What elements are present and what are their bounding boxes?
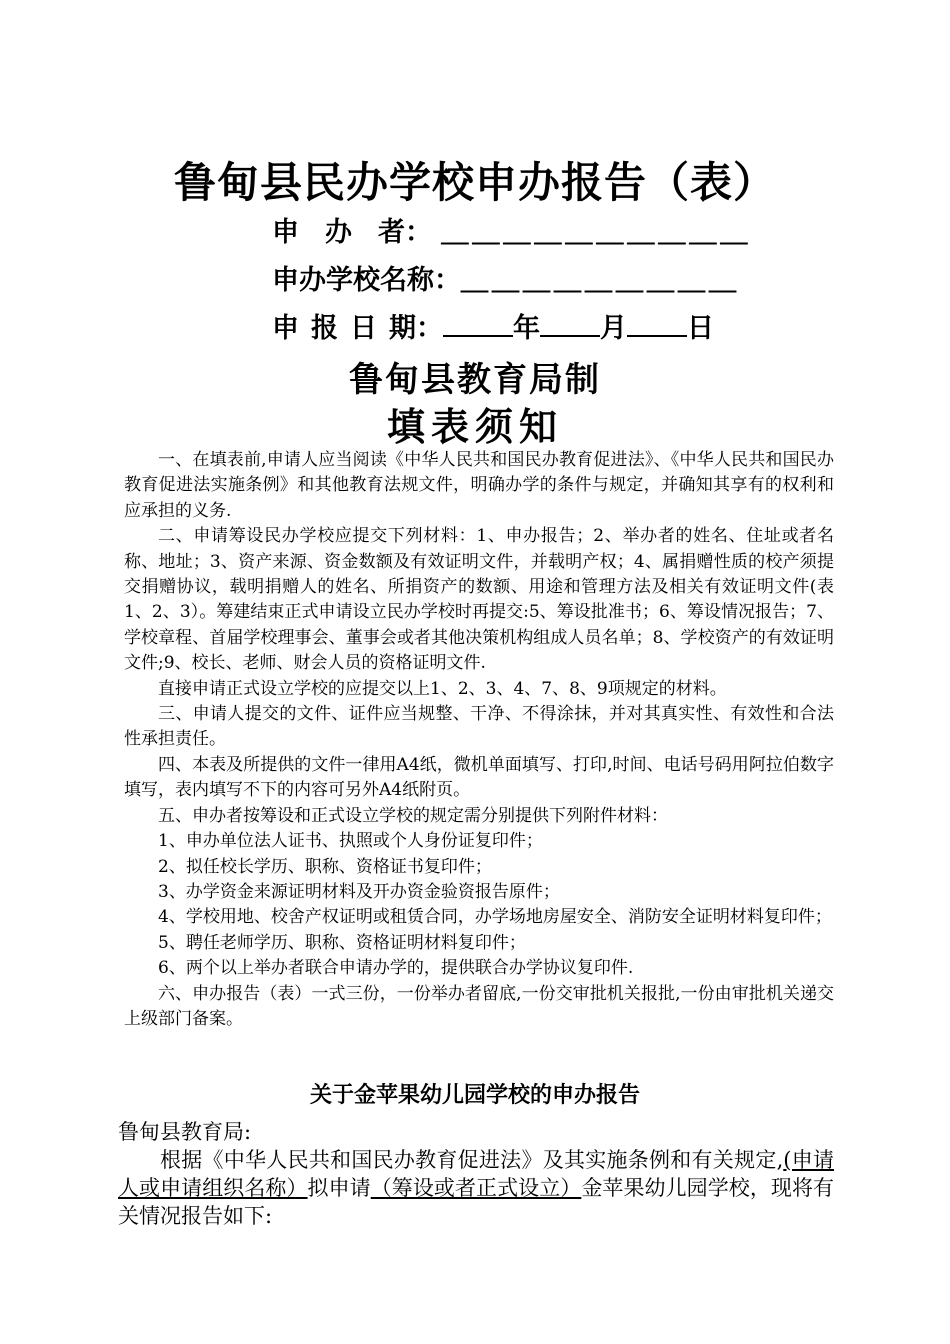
report-date-field	[272, 306, 714, 345]
month-label: 月	[600, 313, 627, 344]
document-title: 鲁甸县民办学校申办报告（表）	[173, 158, 776, 207]
report-paragraph	[118, 1146, 834, 1230]
school-name-field	[272, 258, 740, 297]
school-name-label: 申办学校名称：	[272, 265, 461, 296]
notice-list-item: 1、申办单位法人证书、执照或个人身份证复印件；	[158, 831, 543, 852]
notice-list-item: 4、学校用地、校舍产权证明或租赁合同，办学场地房屋安全、消防安全证明材料复印件；	[158, 907, 832, 928]
year-blank[interactable]	[443, 311, 513, 337]
notice-title: 填表须知	[386, 404, 563, 449]
notice-paragraph: 直接申请正式设立学校的应提交以上1、2、3、4、7、8、9项规定的材料。	[158, 678, 727, 699]
applicant-colon: ：	[405, 217, 432, 248]
report-text: 拟申请	[307, 1176, 371, 1200]
school-name-blank[interactable]: ＿＿＿＿＿＿＿＿＿	[461, 265, 740, 296]
day-label: 日	[687, 313, 714, 344]
applicant-blank[interactable]: ＿＿＿＿＿＿＿＿＿＿	[441, 217, 752, 248]
day-blank[interactable]	[627, 311, 687, 337]
report-date-colon: ：	[416, 313, 443, 344]
notice-list-item: 3、办学资金来源证明材料及开办资金验资报告原件；	[158, 881, 560, 902]
notice-paragraph: 五、申办者按筹设和正式设立学校的规定需分别提供下列附件材料：	[158, 805, 668, 826]
notice-paragraph: 二、申请筹设民办学校应提交下列材料：1、申办报告；2、举办者的姓名、住址或者名称、地址；3、资产来源、资金数额及有效证明文件，并载明产权；4、属捐赠性质的校产须提交捐赠协议，载明捐赠人的姓名、所捐资产的数额、用途和管理方法及相关有效证明文件(表1、2、3）。筹建结束正式申请设立民办学校时再提交:5、筹设批准书；6、筹设情况报告；7、学校章程、首届学校理事会、董事会或者其他决策机构组成人员名单；8、学校资产的有效证明文件;9、校长、老师、财会人员的资格证明文件.	[124, 526, 834, 674]
report-date-label: 申报日期	[272, 313, 416, 344]
notice-list-item: 2、拟任校长学历、职称、资格证书复印件；	[158, 856, 492, 877]
report-salutation: 鲁甸县教育局:	[118, 1120, 252, 1144]
notice-body	[124, 448, 834, 1032]
notice-paragraph: 六、申办报告（表）一式三份，一份举办者留底,一份交审批机关报批,一份由审批机关递交上级部门备案。	[124, 983, 834, 1029]
applicant-name-blank[interactable]: (申请人或申请组织名称）	[118, 1148, 834, 1200]
establish-type-blank[interactable]: （筹设或者正式设立）	[370, 1176, 582, 1200]
notice-list-item: 6、两个以上举办者联合申请办学的，提供联合办学协议复印件.	[158, 958, 634, 979]
report-text: 金苹果幼儿园学校，现将有关情况报告如下:	[118, 1176, 835, 1228]
applicant-label: 申办者	[272, 217, 405, 248]
report-body	[118, 1118, 834, 1230]
notice-paragraph: 四、本表及所提供的文件一律用A4纸，微机单面填写、打印,时间、电话号码用阿拉伯数字填写，表内填写不下的内容可另外A4纸附页。	[124, 754, 834, 801]
issuer-line: 鲁甸县教育局制	[349, 360, 601, 400]
month-blank[interactable]	[540, 311, 600, 337]
notice-paragraph: 三、申请人提交的文件、证件应当规整、干净、不得涂抹，并对其真实性、有效性和合法性承担责任。	[124, 704, 834, 750]
notice-list-item: 5、聘任老师学历、职称、资格证明材料复印件；	[158, 932, 526, 953]
report-text: 根据《中华人民共和国民办教育促进法》及其实施条例和有关规定,	[160, 1148, 784, 1172]
report-title: 关于金苹果幼儿园学校的申办报告	[309, 1083, 640, 1108]
year-label: 年	[513, 313, 540, 344]
notice-paragraph: 一、在填表前,申请人应当阅读《中华人民共和国民办教育促进法》、《中华人民共和国民办教育促进法实施条例》和其他教育法规文件，明确办学的条件与规定，并确知其享有的权利和应承担的义务.	[124, 450, 834, 521]
applicant-field	[272, 210, 751, 249]
